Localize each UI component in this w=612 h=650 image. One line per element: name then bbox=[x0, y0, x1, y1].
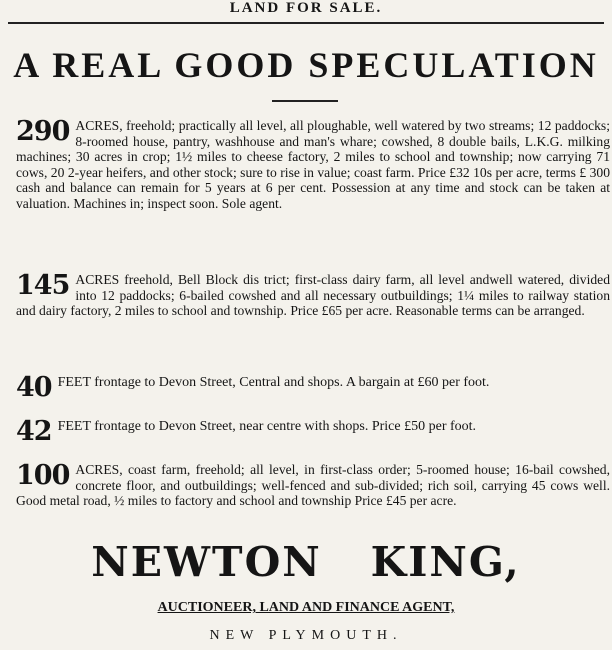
section-header: LAND FOR SALE. bbox=[229, 0, 383, 16]
listing-290-acres bbox=[16, 118, 610, 211]
header-rule bbox=[8, 22, 604, 24]
listing-145-acres bbox=[16, 272, 610, 319]
listing-number: 42 bbox=[16, 416, 52, 447]
listing-number: 100 bbox=[16, 460, 70, 491]
listing-100-acres bbox=[16, 462, 610, 509]
listing-number: 145 bbox=[16, 270, 70, 301]
agent-subtitle: AUCTIONEER, LAND AND FINANCE AGENT, bbox=[157, 600, 455, 615]
listing-40-feet bbox=[16, 374, 610, 401]
listing-42-feet bbox=[16, 418, 610, 445]
listing-text: ACRES freehold, Bell Block dis trict; first-class dairy farm, all level andwell watered, divided into 12 paddocks; 6-bailed cowshed and all necessary outbuildings; 1¼ miles to railway station and dairy factory, 2 miles to school and township. Price £65 per acre. Reasonable terms can be arranged. bbox=[16, 272, 610, 318]
agent-name: NEWTON KING, bbox=[91, 538, 521, 586]
ad-title: A REAL GOOD SPECULATION bbox=[13, 45, 599, 85]
listing-number: 290 bbox=[16, 116, 70, 147]
listing-text: FEET frontage to Devon Street, Central and shops. A bargain at £60 per foot. bbox=[57, 375, 490, 390]
listing-number: 40 bbox=[16, 372, 52, 403]
agent-town: NEW PLYMOUTH. bbox=[209, 628, 403, 643]
listing-text: ACRES, freehold; practically all level, all ploughable, well watered by two streams; 12 paddocks; 8-roomed house, pantry, washhouse and man's whare; cowshed, 8 double bails, L.K.G. milking machines; 30 acres in crop; 1½ miles to cheese factory, 2 miles to school and township; now carrying 71 cows, 20 2-year heifers, and other stock; sure to rise in value; coast farm. Price £32 10s per acre, terms £ 300 cash and balance can remain for 5 years at 6 per cent. Possession at any time and stock can be taken at valuation. Machines in; inspect soon. Sole agent. bbox=[16, 118, 610, 211]
listing-text: ACRES, coast farm, freehold; all level, in first-class order; 5-roomed house; 16-bail cowshed, concrete floor, and outbuildings; well-fenced and sub-divided; rich soil, carrying 45 cows well. Good metal road, ½ miles to factory and school and township Price £45 per acre. bbox=[16, 462, 610, 508]
title-rule bbox=[272, 100, 338, 102]
listing-text: FEET frontage to Devon Street, near centre with shops. Price £50 per foot. bbox=[57, 419, 477, 434]
